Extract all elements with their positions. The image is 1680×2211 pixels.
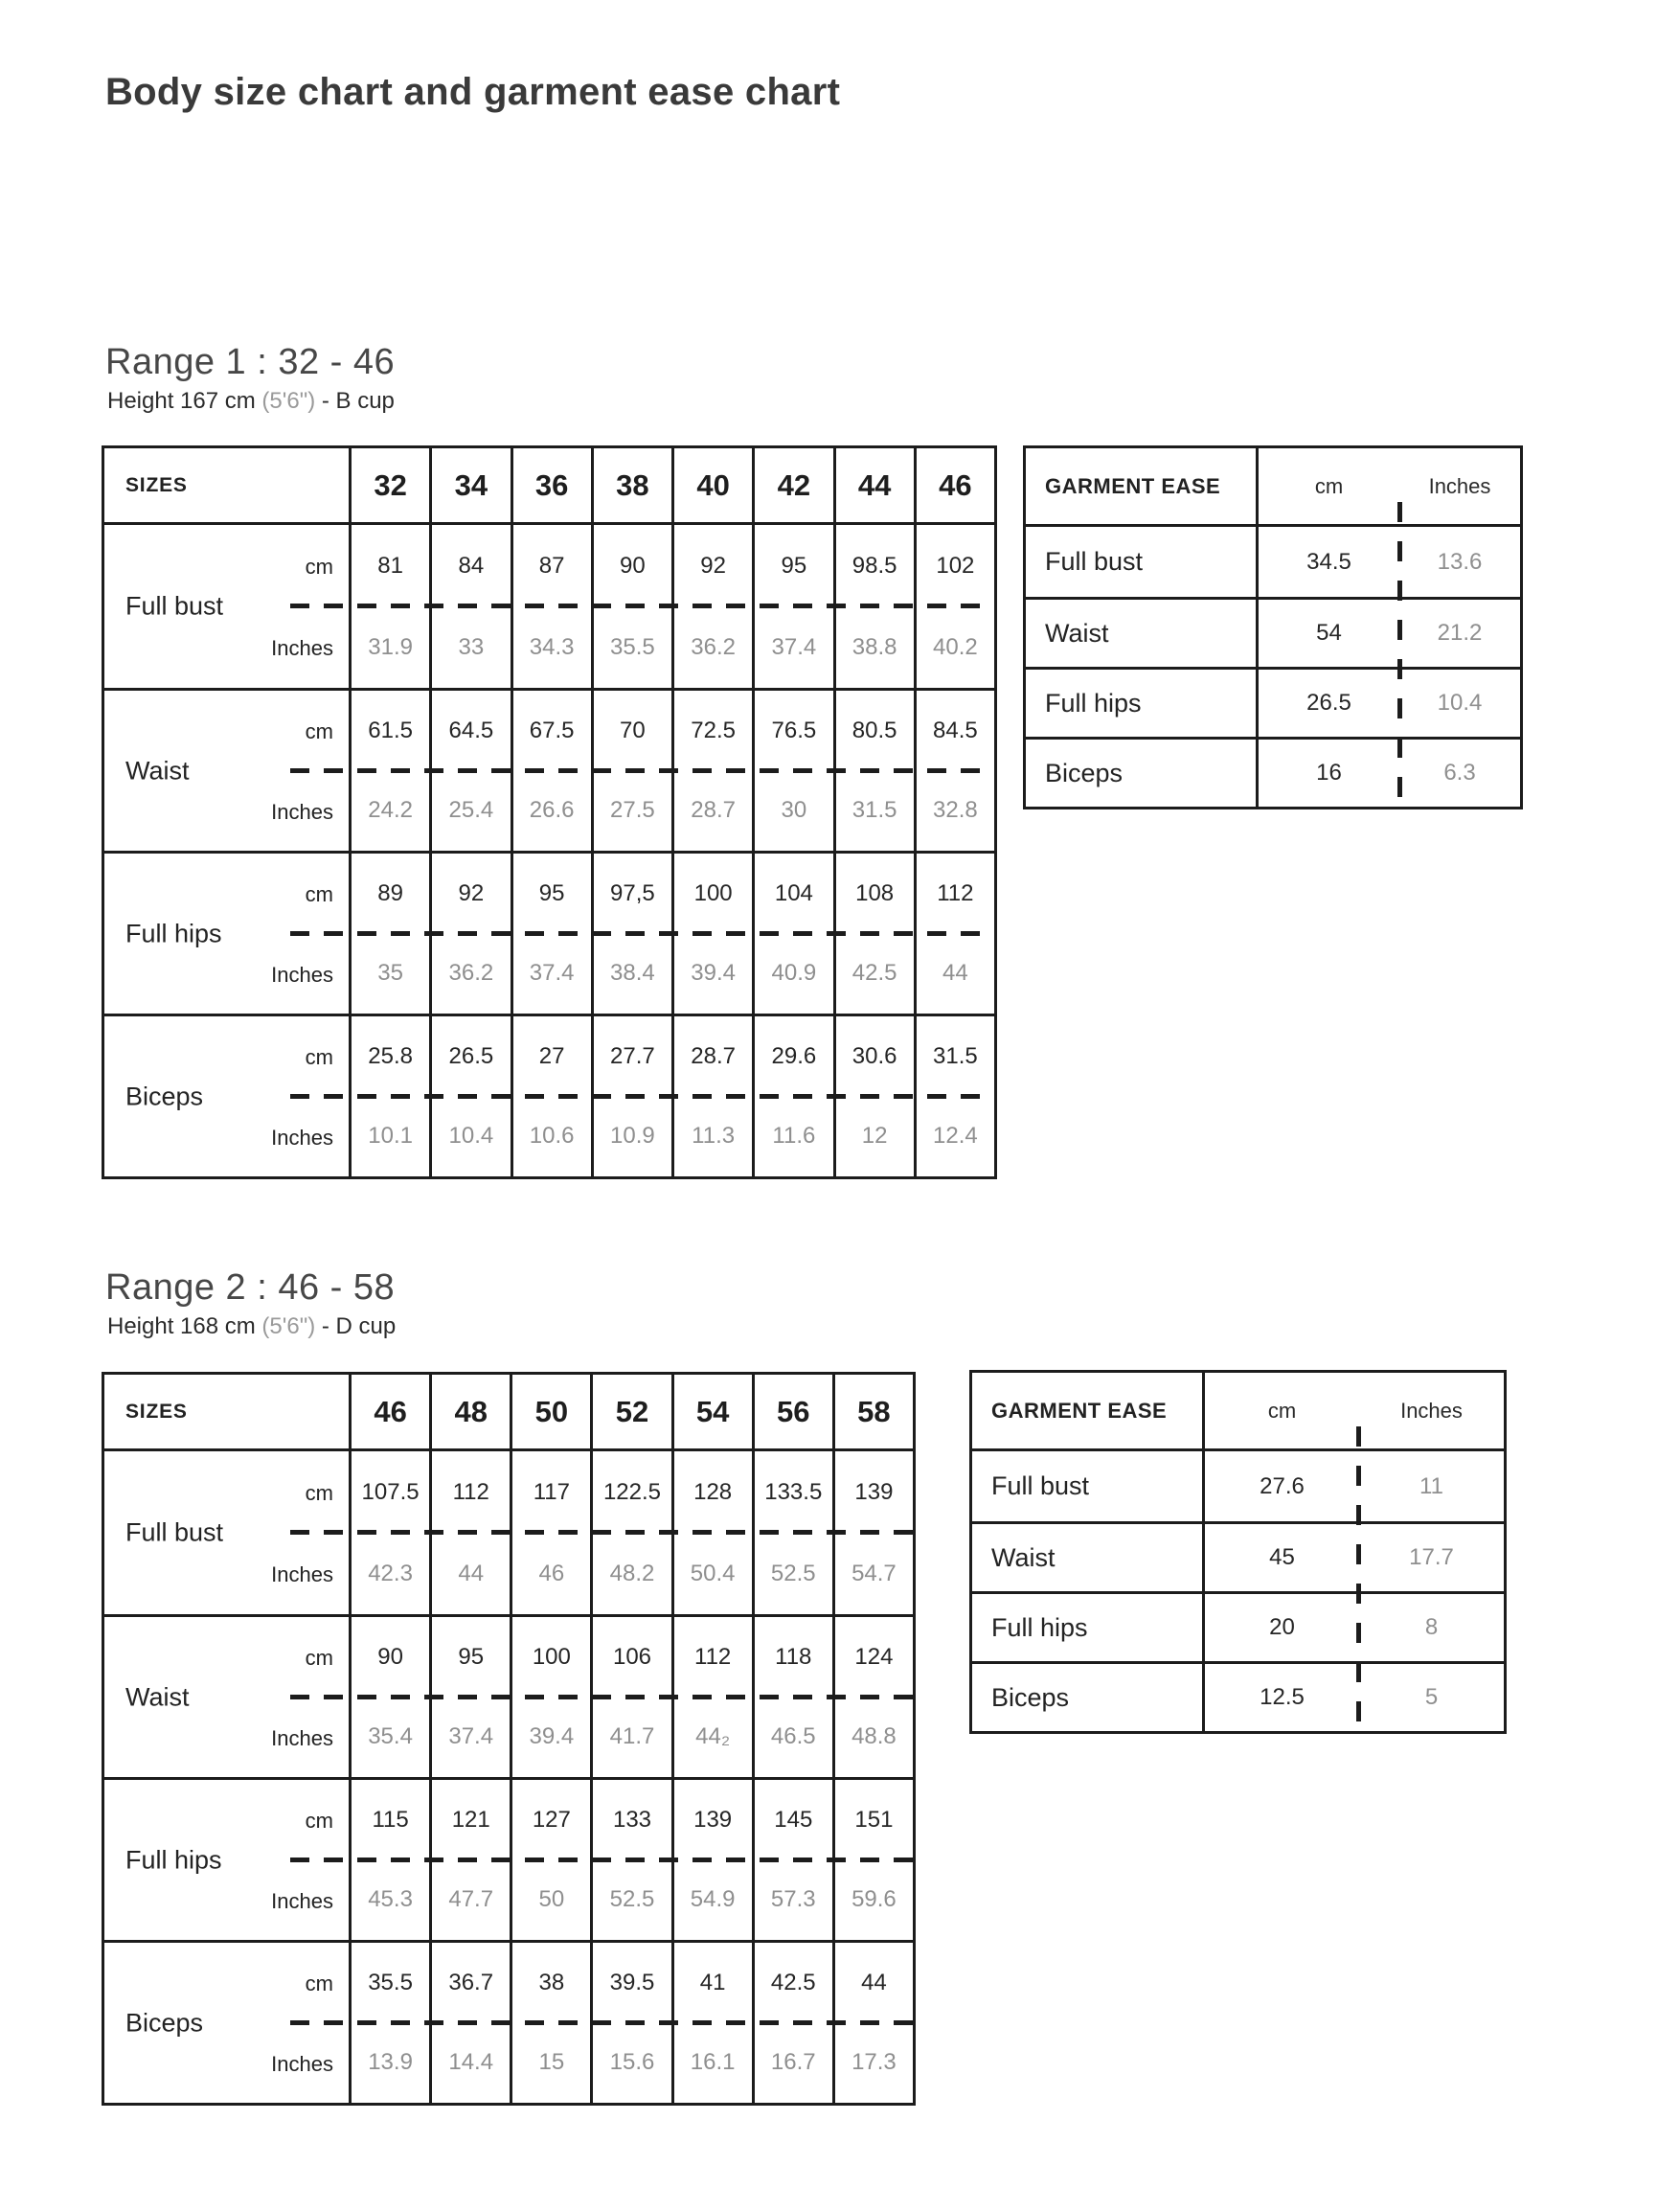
inches-value: 28.7 <box>691 797 736 824</box>
inches-value: 52.5 <box>770 1560 816 1586</box>
size-value-cell <box>349 854 429 1014</box>
unit-label-cm: cm <box>305 882 333 907</box>
measurement-row-full-hips <box>104 851 994 1014</box>
size-column-header-46: 46 <box>349 1375 429 1448</box>
cm-value: 42.5 <box>770 1969 816 1995</box>
measurement-label: Biceps <box>125 1082 204 1110</box>
cm-value: 31.5 <box>933 1042 978 1069</box>
inches-value: 48.8 <box>851 1723 897 1750</box>
size-value-cell <box>349 1617 429 1777</box>
size-column-header-42: 42 <box>752 448 832 522</box>
size-value-cell <box>511 691 591 851</box>
size-value-cell <box>349 525 429 688</box>
inches-value: 50 <box>538 1886 565 1913</box>
inches-value: 26.6 <box>529 797 575 824</box>
size-value-cell <box>914 1016 994 1176</box>
inches-value: 24.2 <box>368 797 413 824</box>
size-value-cell <box>752 1780 832 1940</box>
inches-value: 44₂ <box>695 1723 731 1750</box>
inches-value: 10.4 <box>448 1123 494 1150</box>
range-1-cup-text: - B cup <box>321 388 395 414</box>
ease-row-label: Full bust <box>972 1451 1205 1521</box>
size-value-cell <box>591 1016 671 1176</box>
size-value-cell <box>511 525 591 688</box>
ease-row-full-bust <box>972 1451 1504 1521</box>
cm-value: 112 <box>937 879 974 906</box>
ease-table-header-row <box>1026 448 1520 527</box>
garment-ease-title: GARMENT EASE <box>972 1373 1205 1448</box>
size-value-cell <box>752 525 832 688</box>
size-value-cell <box>590 1943 670 2103</box>
cm-value: 44 <box>861 1969 887 1995</box>
inches-value: 57.3 <box>770 1886 816 1913</box>
ease-row-full-bust <box>1026 527 1520 597</box>
ease-cm-value: 27.6 <box>1260 1472 1305 1499</box>
body-size-table-range-2 <box>102 1372 916 2106</box>
cm-value: 61.5 <box>368 717 413 743</box>
size-value-cell <box>752 1016 832 1176</box>
cm-value: 35.5 <box>368 1969 413 1995</box>
size-column-header-58: 58 <box>832 1375 913 1448</box>
inches-value: 16.1 <box>690 2049 736 2076</box>
ease-row-label: Waist <box>972 1524 1205 1591</box>
cm-value: 97,5 <box>610 879 655 906</box>
cm-value: 98.5 <box>851 552 897 579</box>
size-value-cell <box>590 1617 670 1777</box>
size-column-header-34: 34 <box>429 448 510 522</box>
size-value-cell <box>671 1617 752 1777</box>
inches-value: 32.8 <box>933 797 978 824</box>
size-value-cell <box>349 691 429 851</box>
inches-value: 10.6 <box>529 1123 575 1150</box>
cm-value: 115 <box>372 1806 409 1833</box>
size-value-cell <box>349 1943 429 2103</box>
inches-value: 36.2 <box>691 633 736 660</box>
cm-value: 95 <box>781 552 807 579</box>
cm-value: 87 <box>538 552 565 579</box>
inches-value: 40.2 <box>933 633 978 660</box>
size-value-cell <box>511 854 591 1014</box>
size-column-header-50: 50 <box>510 1375 590 1448</box>
measurement-label: Waist <box>125 1682 190 1711</box>
size-value-cell <box>591 691 671 851</box>
unit-label-cm: cm <box>305 1045 333 1070</box>
unit-label-inches: Inches <box>271 962 333 987</box>
size-value-cell <box>671 691 752 851</box>
inches-value: 25.4 <box>448 797 494 824</box>
cm-value: 38 <box>538 1969 565 1995</box>
range-2-height-feet-text: (5'6") <box>261 1313 316 1339</box>
inches-value: 30 <box>781 797 807 824</box>
size-value-cell <box>590 1780 670 1940</box>
cm-value: 122.5 <box>602 1478 662 1505</box>
size-column-header-38: 38 <box>591 448 671 522</box>
size-column-header-48: 48 <box>429 1375 510 1448</box>
cm-value: 104 <box>774 879 813 906</box>
size-table-header-row <box>104 448 994 525</box>
size-value-cell <box>832 1617 913 1777</box>
cm-value: 30.6 <box>851 1042 897 1069</box>
unit-label-inches: Inches <box>271 1725 333 1750</box>
inches-value: 10.1 <box>368 1123 413 1150</box>
inches-value: 15.6 <box>609 2049 655 2076</box>
cm-value: 27 <box>538 1042 565 1069</box>
inches-value: 42.5 <box>851 960 897 987</box>
size-value-cell <box>349 1780 429 1940</box>
cm-value: 28.7 <box>691 1042 736 1069</box>
size-value-cell <box>914 854 994 1014</box>
inches-value: 33 <box>458 633 485 660</box>
size-value-cell <box>429 1617 510 1777</box>
cm-value: 100 <box>532 1643 571 1670</box>
inches-value: 35.4 <box>368 1723 413 1750</box>
cm-value: 27.7 <box>610 1042 655 1069</box>
inches-value: 31.9 <box>368 633 413 660</box>
unit-label-cm: cm <box>305 555 333 580</box>
unit-label-cm: cm <box>305 1646 333 1671</box>
unit-label-inches: Inches <box>271 2051 333 2076</box>
measurement-label: Biceps <box>125 2008 204 2037</box>
inches-value: 42.3 <box>368 1560 413 1586</box>
size-value-cell <box>591 854 671 1014</box>
ease-cm-value: 45 <box>1269 1544 1295 1570</box>
garment-ease-table-range-2 <box>969 1370 1507 1734</box>
inches-value: 39.4 <box>691 960 736 987</box>
cm-value: 139 <box>854 1478 894 1505</box>
ease-inches-value: 10.4 <box>1437 690 1483 716</box>
ease-row-waist <box>1026 597 1520 667</box>
ease-cm-value: 26.5 <box>1306 690 1351 716</box>
cm-value: 133 <box>612 1806 652 1833</box>
size-value-cell <box>511 1016 591 1176</box>
ease-cm-value: 54 <box>1316 620 1342 646</box>
inches-value: 14.4 <box>448 2049 494 2076</box>
cm-value: 25.8 <box>368 1042 413 1069</box>
unit-label-inches: Inches <box>271 1125 333 1150</box>
size-column-header-32: 32 <box>349 448 429 522</box>
unit-label-cm: cm <box>305 1809 333 1834</box>
size-column-header-52: 52 <box>590 1375 670 1448</box>
measurement-row-waist <box>104 688 994 851</box>
size-value-cell <box>752 854 832 1014</box>
cm-value: 70 <box>620 717 646 743</box>
size-value-cell <box>833 691 914 851</box>
cm-value: 108 <box>855 879 895 906</box>
ease-cm-value: 34.5 <box>1306 548 1351 575</box>
ease-row-label: Waist <box>1026 600 1259 667</box>
cm-value: 117 <box>533 1478 570 1505</box>
cm-value: 76.5 <box>771 717 817 743</box>
ease-inches-value: 8 <box>1424 1614 1439 1640</box>
inches-value: 16.7 <box>770 2049 816 2076</box>
inches-value: 52.5 <box>609 1886 655 1913</box>
inches-value: 37.4 <box>529 960 575 987</box>
size-value-cell <box>591 525 671 688</box>
inches-value: 34.3 <box>529 633 575 660</box>
ease-row-biceps <box>1026 737 1520 807</box>
measurement-label: Full bust <box>125 1517 224 1547</box>
range-1-height-feet-text: (5'6") <box>261 388 316 414</box>
cm-value: 95 <box>458 1643 485 1670</box>
measurement-row-biceps <box>104 1014 994 1176</box>
size-value-cell <box>752 691 832 851</box>
cm-value: 26.5 <box>448 1042 494 1069</box>
ease-inches-value: 21.2 <box>1437 620 1483 646</box>
ease-inches-value: 5 <box>1424 1684 1439 1710</box>
page-title: Body size chart and garment ease chart <box>105 71 841 113</box>
ease-row-label: Full bust <box>1026 527 1259 597</box>
size-value-cell <box>349 1451 429 1614</box>
measurement-label-cell <box>104 1451 349 1614</box>
range-1-height-text: Height 167 cm <box>107 388 256 414</box>
ease-row-full-hips <box>972 1591 1504 1661</box>
size-value-cell <box>510 1780 590 1940</box>
inches-value: 48.2 <box>609 1560 655 1586</box>
body-size-table-range-1 <box>102 445 997 1179</box>
inches-value: 50.4 <box>690 1560 736 1586</box>
measurement-row-full-bust <box>104 525 994 688</box>
cm-value: 100 <box>693 879 733 906</box>
size-value-cell <box>832 1780 913 1940</box>
ease-cm-value: 12.5 <box>1260 1684 1305 1710</box>
inches-value: 54.9 <box>690 1886 736 1913</box>
inches-value: 11.6 <box>772 1123 816 1150</box>
cm-value: 95 <box>538 879 565 906</box>
ease-cm-value: 16 <box>1316 760 1342 786</box>
measurement-label-cell <box>104 1943 349 2103</box>
ease-row-label: Full hips <box>972 1594 1205 1661</box>
size-value-cell <box>832 1943 913 2103</box>
cm-value: 145 <box>774 1806 813 1833</box>
measurement-label: Full hips <box>125 1845 222 1874</box>
size-value-cell <box>671 1016 752 1176</box>
measurement-label-cell <box>104 854 349 1014</box>
cm-value: 90 <box>377 1643 403 1670</box>
measurement-label-cell <box>104 1617 349 1777</box>
size-value-cell <box>671 525 752 688</box>
ease-inches-column-header: Inches <box>1400 1398 1463 1423</box>
cm-value: 112 <box>452 1478 489 1505</box>
inches-value: 13.9 <box>368 2049 413 2076</box>
inches-value: 15 <box>538 2049 565 2076</box>
ease-inches-column-header: Inches <box>1428 473 1491 498</box>
cm-value: 133.5 <box>764 1478 823 1505</box>
measurement-label: Full hips <box>125 919 222 947</box>
inches-value: 47.7 <box>448 1886 494 1913</box>
cm-value: 102 <box>936 552 975 579</box>
range-1-subtitle <box>107 387 395 416</box>
cm-value: 90 <box>620 552 646 579</box>
inches-value: 41.7 <box>609 1723 655 1750</box>
cm-value: 41 <box>699 1969 726 1995</box>
inches-value: 46 <box>538 1560 565 1586</box>
inches-value: 46.5 <box>770 1723 816 1750</box>
range-2-cup-text: - D cup <box>321 1313 397 1339</box>
size-value-cell <box>752 1617 832 1777</box>
ease-table-header-row <box>972 1373 1504 1451</box>
size-value-cell <box>832 1451 913 1614</box>
ease-row-label: Full hips <box>1026 670 1259 737</box>
size-value-cell <box>833 854 914 1014</box>
inches-value: 12 <box>861 1123 888 1150</box>
cm-value: 128 <box>693 1478 733 1505</box>
unit-label-inches: Inches <box>271 1888 333 1913</box>
inches-value: 31.5 <box>851 797 897 824</box>
size-value-cell <box>510 1451 590 1614</box>
size-value-cell <box>833 525 914 688</box>
measurement-label-cell <box>104 525 349 688</box>
inches-value: 39.4 <box>529 1723 575 1750</box>
inches-value: 38.8 <box>851 633 897 660</box>
cm-value: 107.5 <box>361 1478 420 1505</box>
ease-cm-column-header: cm <box>1314 473 1344 498</box>
cm-value: 92 <box>458 879 485 906</box>
cm-value: 67.5 <box>529 717 575 743</box>
sizes-header-label: SIZES <box>125 473 188 496</box>
size-column-header-46: 46 <box>914 448 994 522</box>
inches-value: 40.9 <box>771 960 817 987</box>
size-column-header-54: 54 <box>671 1375 752 1448</box>
ease-row-biceps <box>972 1661 1504 1731</box>
cm-value: 80.5 <box>851 717 897 743</box>
size-value-cell <box>349 1016 429 1176</box>
cm-value: 39.5 <box>609 1969 655 1995</box>
size-value-cell <box>429 691 510 851</box>
ease-row-label: Biceps <box>1026 740 1259 807</box>
inches-value: 17.3 <box>851 2049 897 2076</box>
cm-value: 92 <box>700 552 726 579</box>
inches-value: 59.6 <box>851 1886 897 1913</box>
size-column-header-44: 44 <box>833 448 914 522</box>
cm-value: 151 <box>854 1806 894 1833</box>
ease-cm-column-header: cm <box>1267 1398 1297 1423</box>
inches-value: 44 <box>458 1560 485 1586</box>
measurement-row-full-bust <box>104 1451 913 1614</box>
measurement-label-cell <box>104 691 349 851</box>
size-value-cell <box>510 1617 590 1777</box>
inches-value: 27.5 <box>610 797 655 824</box>
measurement-row-full-hips <box>104 1777 913 1940</box>
cm-value: 118 <box>775 1643 812 1670</box>
ease-row-full-hips <box>1026 667 1520 737</box>
ease-inches-value: 6.3 <box>1443 760 1476 786</box>
size-value-cell <box>429 854 510 1014</box>
range-2-heading: Range 2 : 46 - 58 <box>105 1267 396 1308</box>
measurement-label-cell <box>104 1016 349 1176</box>
unit-label-cm: cm <box>305 1972 333 1996</box>
ease-row-label: Biceps <box>972 1664 1205 1731</box>
size-value-cell <box>429 1780 510 1940</box>
measurement-label: Waist <box>125 756 190 785</box>
range-2-subtitle <box>107 1312 396 1341</box>
unit-label-cm: cm <box>305 1481 333 1506</box>
size-column-header-36: 36 <box>511 448 591 522</box>
cm-value: 29.6 <box>771 1042 817 1069</box>
measurement-label: Full bust <box>125 591 224 621</box>
measurement-label-cell <box>104 1780 349 1940</box>
measurement-row-waist <box>104 1614 913 1777</box>
size-value-cell <box>671 1451 752 1614</box>
size-value-cell <box>429 1016 510 1176</box>
inches-value: 36.2 <box>448 960 494 987</box>
size-value-cell <box>429 525 510 688</box>
cm-value: 127 <box>532 1806 571 1833</box>
inches-value: 35.5 <box>610 633 655 660</box>
cm-value: 64.5 <box>448 717 494 743</box>
unit-label-inches: Inches <box>271 636 333 661</box>
ease-inches-value: 13.6 <box>1437 548 1483 575</box>
cm-value: 72.5 <box>691 717 736 743</box>
cm-value: 84.5 <box>933 717 978 743</box>
size-value-cell <box>510 1943 590 2103</box>
inches-value: 12.4 <box>933 1123 978 1150</box>
inches-value: 38.4 <box>610 960 655 987</box>
cm-value: 106 <box>612 1643 652 1670</box>
size-value-cell <box>914 525 994 688</box>
ease-inches-value: 17.7 <box>1409 1544 1454 1570</box>
ease-row-waist <box>972 1521 1504 1591</box>
cm-value: 84 <box>458 552 485 579</box>
range-2-height-text: Height 168 cm <box>107 1313 256 1339</box>
cm-value: 89 <box>377 879 403 906</box>
size-value-cell <box>671 854 752 1014</box>
size-value-cell <box>429 1451 510 1614</box>
inches-value: 54.7 <box>851 1560 897 1586</box>
measurement-row-biceps <box>104 1940 913 2103</box>
garment-ease-table-range-1 <box>1023 445 1523 809</box>
inches-value: 45.3 <box>368 1886 413 1913</box>
unit-label-inches: Inches <box>271 1562 333 1587</box>
cm-value: 112 <box>694 1643 732 1670</box>
cm-value: 121 <box>451 1806 490 1833</box>
size-value-cell <box>833 1016 914 1176</box>
size-column-header-40: 40 <box>671 448 752 522</box>
inches-value: 10.9 <box>610 1123 655 1150</box>
ease-inches-value: 11 <box>1419 1472 1443 1499</box>
size-column-header-56: 56 <box>752 1375 832 1448</box>
cm-value: 124 <box>854 1643 894 1670</box>
size-value-cell <box>671 1943 752 2103</box>
cm-value: 139 <box>693 1806 733 1833</box>
size-value-cell <box>429 1943 510 2103</box>
unit-label-cm: cm <box>305 719 333 744</box>
size-table-header-row <box>104 1375 913 1451</box>
inches-value: 35 <box>377 960 403 987</box>
cm-value: 81 <box>377 552 403 579</box>
unit-label-inches: Inches <box>271 799 333 824</box>
inches-value: 37.4 <box>448 1723 494 1750</box>
size-value-cell <box>914 691 994 851</box>
sizes-header-label: SIZES <box>125 1400 188 1423</box>
size-value-cell <box>590 1451 670 1614</box>
size-value-cell <box>752 1451 832 1614</box>
garment-ease-title: GARMENT EASE <box>1026 448 1259 524</box>
inches-value: 44 <box>942 960 968 987</box>
cm-value: 36.7 <box>448 1969 494 1995</box>
inches-value: 11.3 <box>692 1123 736 1150</box>
ease-cm-value: 20 <box>1269 1614 1295 1640</box>
inches-value: 37.4 <box>771 633 817 660</box>
size-value-cell <box>671 1780 752 1940</box>
size-value-cell <box>752 1943 832 2103</box>
range-1-heading: Range 1 : 32 - 46 <box>105 342 396 382</box>
